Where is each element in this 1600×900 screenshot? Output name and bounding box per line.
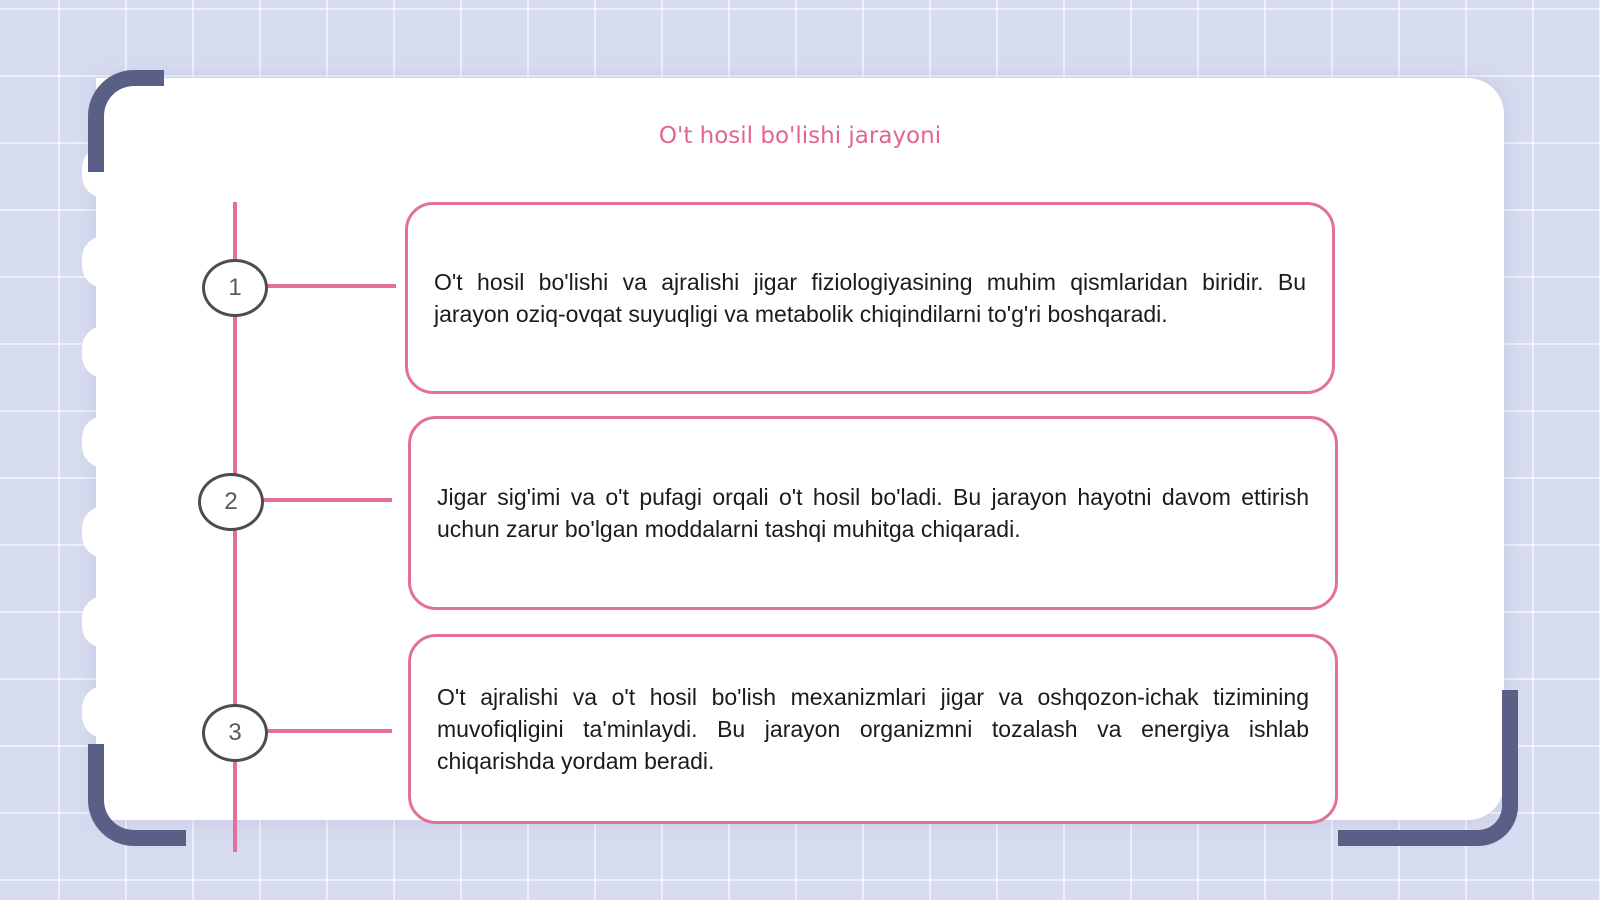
step-3-number <box>202 704 268 762</box>
step-2-number-label: 2 <box>224 488 238 515</box>
step-2-text: Jigar sig'imi va o't pufagi orqali o't hosil bo'ladi. Bu jarayon hayotni davom ettirish uchun zarur bo'lgan moddalarni tashqi muhitga chiqaradi. <box>437 484 1309 542</box>
scallop-edge <box>82 326 126 378</box>
step-3-text: O't ajralishi va o't hosil bo'lish mexanizmlari jigar va oshqozon-ichak tizimining muvofiqligini ta'minlaydi. Bu jarayon organizmni tozalash va energiya ishlab chiqarishda yordam beradi. <box>437 684 1309 774</box>
step-1-connector <box>266 284 396 288</box>
step-3-box <box>408 634 1338 824</box>
scallop-edge <box>82 686 126 738</box>
frame-corner-bottom-right <box>1338 690 1518 846</box>
frame-corner-bottom-left <box>88 744 186 846</box>
scallop-edge <box>82 416 126 468</box>
step-3-number-label: 3 <box>228 719 242 746</box>
scallop-edge <box>82 236 126 288</box>
step-2-box <box>408 416 1338 610</box>
scallop-edge <box>82 596 126 648</box>
step-1-text: O't hosil bo'lishi va ajralishi jigar fiziologiyasining muhim qismlaridan biridir. Bu jarayon oziq-ovqat suyuqligi va metabolik chiqindilarni to'g'ri boshqaradi. <box>434 269 1306 327</box>
frame-corner-top-left <box>88 70 164 172</box>
slide-title: O't hosil bo'lishi jarayoni <box>658 123 942 149</box>
step-3-connector <box>266 729 392 733</box>
step-1-box <box>405 202 1335 394</box>
scallop-edge <box>82 506 126 558</box>
step-1-number <box>202 259 268 317</box>
step-2-connector <box>262 498 392 502</box>
step-1-number-label: 1 <box>228 274 242 301</box>
step-2-number <box>198 473 264 531</box>
